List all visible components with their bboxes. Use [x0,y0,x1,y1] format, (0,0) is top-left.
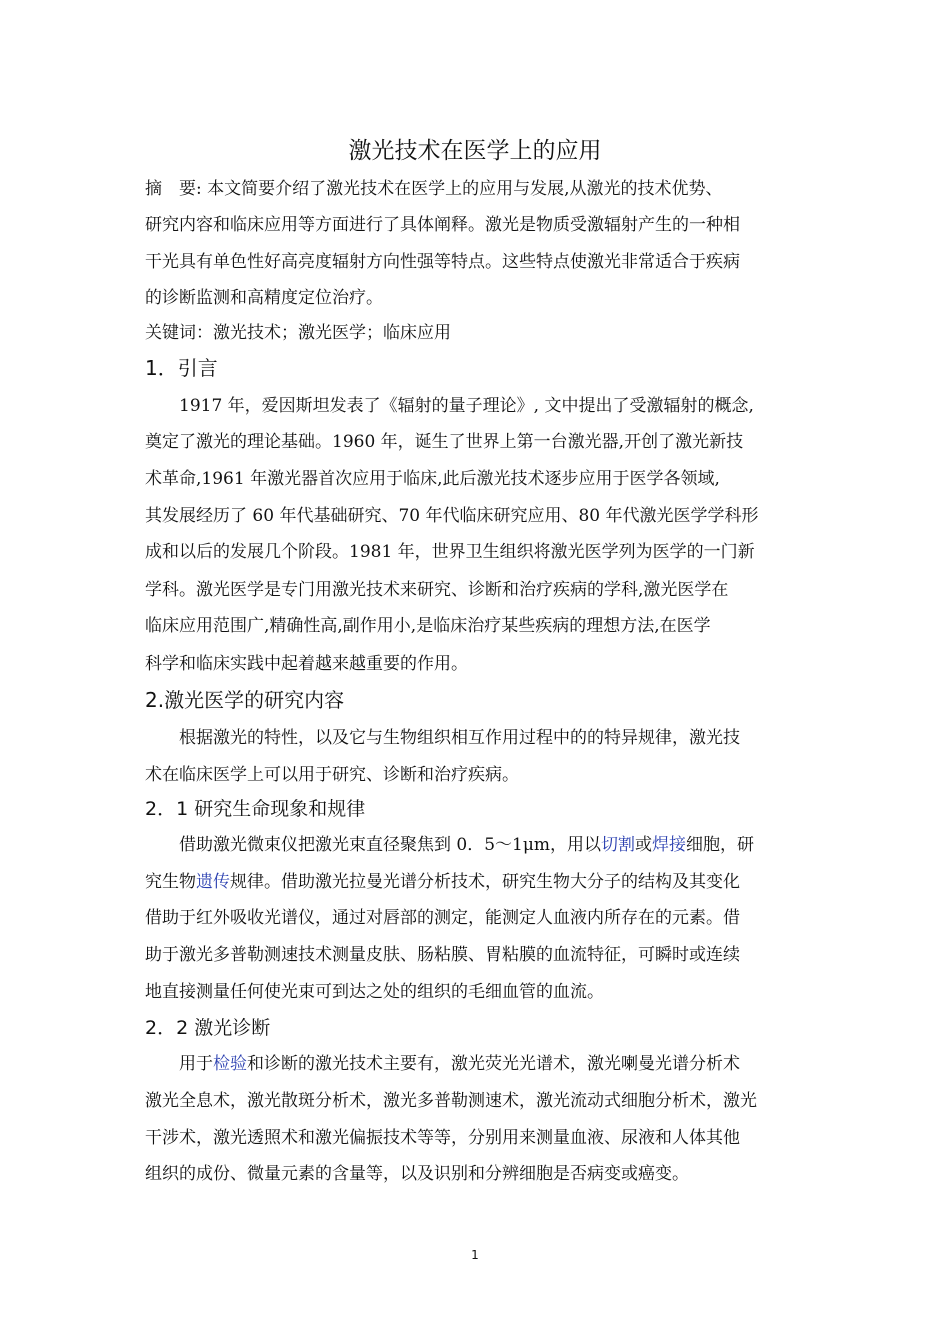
link-cutting[interactable]: 切割 [601,835,636,855]
link-inspection[interactable]: 检验 [213,1054,247,1074]
paragraph-line: 根据激光的特性，以及它与生物组织相互作用过程中的的特异规律，激光技 [145,728,740,748]
abstract-line: 的诊断监测和高精度定位治疗。 [145,288,383,308]
page-number: 1 [471,1248,479,1262]
paragraph-line [145,870,740,894]
paragraph-line: 组织的成份、微量元素的含量等，以及识别和分辨细胞是否病变或癌变。 [145,1164,689,1184]
paragraph-line: 借助于红外吸收光谱仪，通过对唇部的测定，能测定人血液内所存在的元素。借 [145,908,740,928]
text-run: 究生物 [145,872,196,892]
abstract-line: 干光具有单色性好高亮度辐射方向性强等特点。这些特点使激光非常适合于疾病 [145,252,740,272]
paragraph-line: 成和以后的发展几个阶段。1981 年，世界卫生组织将激光医学列为医学的一门新 [145,542,755,562]
paragraph-line [145,1052,740,1076]
document-title: 激光技术在医学上的应用 [348,138,602,164]
paragraph-line: 科学和临床实践中起着越来越重要的作用。 [145,654,468,674]
paragraph-line: 激光全息术，激光散斑分析术，激光多普勒测速术，激光流动式细胞分析术，激光 [145,1091,757,1111]
text-run: 规律。借助激光拉曼光谱分析技术，研究生物大分子的结构及其变化 [230,872,740,892]
subsection-heading-life: 2．1 研究生命现象和规律 [145,798,366,820]
subsection-heading-diagnosis: 2．2 激光诊断 [145,1017,271,1039]
link-genetics[interactable]: 遗传 [196,872,230,892]
text-run: 和诊断的激光技术主要有，激光荧光光谱术，激光喇曼光谱分析术 [247,1054,740,1074]
paragraph-line [145,833,754,857]
keywords: 关键词：激光技术；激光医学；临床应用 [145,323,451,343]
link-welding[interactable]: 焊接 [652,835,687,855]
paragraph-line: 干涉术，激光透照术和激光偏振技术等等，分别用来测量血液、尿液和人体其他 [145,1128,740,1148]
text-run: 借助激光微束仪把激光束直径聚焦到 0．5～1μm，用以 [145,835,602,855]
paragraph-line: 临床应用范围广,精确性高,副作用小,是临床治疗某些疾病的理想方法,在医学 [145,616,711,636]
paragraph-line: 其发展经历了 60 年代基础研究、70 年代临床研究应用、80 年代激光医学学科形 [145,506,759,526]
paragraph-line: 学科。激光医学是专门用激光技术来研究、诊断和治疗疾病的学科,激光医学在 [145,580,729,600]
abstract-line: 研究内容和临床应用等方面进行了具体阐释。激光是物质受激辐射产生的一种相 [145,215,740,235]
paragraph-line: 地直接测量任何使光束可到达之处的组织的毛细血管的血流。 [145,982,604,1002]
abstract-line: 摘 要: 本文简要介绍了激光技术在医学上的应用与发展,从激光的技术优势、 [145,179,723,199]
text-run: 或 [635,835,653,855]
paragraph-line: 奠定了激光的理论基础。1960 年，诞生了世界上第一台激光器,开创了激光新技 [145,432,744,452]
section-heading-intro: 1．引言 [145,356,218,380]
section-heading-research: 2.激光医学的研究内容 [145,688,345,712]
paragraph-line: 术在临床医学上可以用于研究、诊断和治疗疾病。 [145,765,519,785]
paragraph-line: 术革命,1961 年激光器首次应用于临床,此后激光技术逐步应用于医学各领域, [145,469,720,489]
paragraph-line: 助于激光多普勒测速技术测量皮肤、肠粘膜、胃粘膜的血流特征，可瞬时或连续 [145,945,740,965]
text-run: 细胞，研 [686,835,755,855]
text-run: 用于 [145,1054,213,1074]
paragraph-line: 1917 年，爱因斯坦发表了《辐射的量子理论》, 文中提出了受激辐射的概念, [145,396,754,416]
